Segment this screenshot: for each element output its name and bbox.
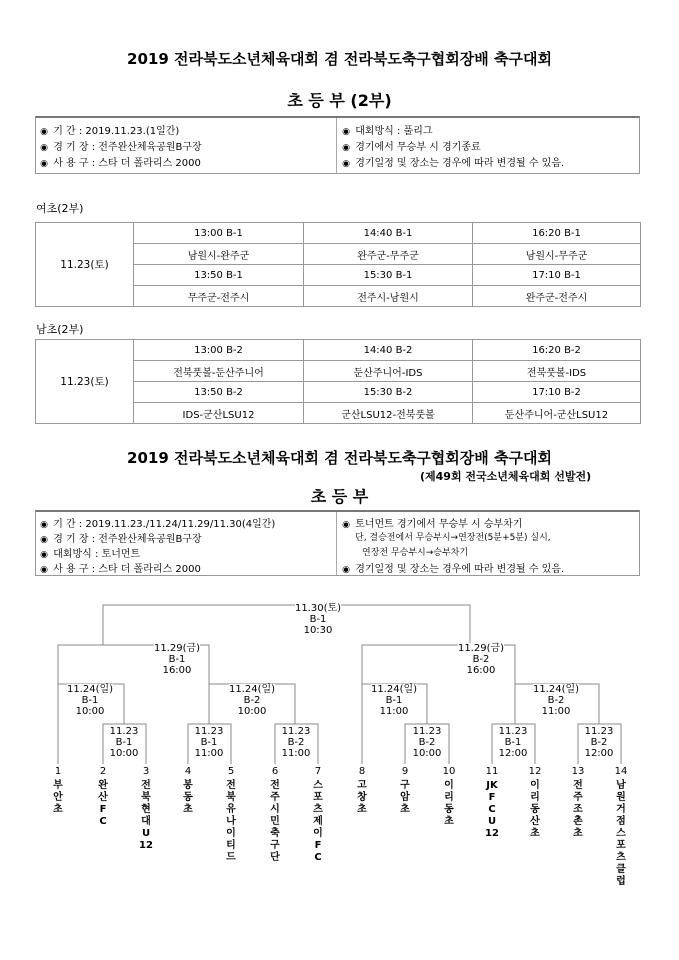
- section2-subtitle: 초 등 부: [310, 487, 369, 506]
- section2-title: 2019 전라북도소년체육대회 겸 전라북도축구협회장배 축구대회: [127, 449, 552, 467]
- girls-section-label: 여초(2부): [36, 202, 84, 215]
- r1d-match-label: 11.23 B-2 10:00: [412, 726, 442, 759]
- table-cell: 13:50 B-2: [134, 382, 304, 403]
- r1c-match-label: 11.23 B-2 11:00: [281, 726, 311, 759]
- team-12: 12 이리동산초: [528, 766, 542, 839]
- info-draw-rule: ◉ 경기에서 무승부 시 경기종료: [340, 138, 481, 153]
- table-cell: 13:50 B-1: [134, 265, 304, 286]
- semi-left-match-label: 11.29(금) B-1 16:00: [153, 643, 201, 676]
- bullet-icon: ◉: [342, 127, 350, 137]
- team-1: 1 부안초: [53, 766, 63, 815]
- r1b-match-label: 11.23 B-1 11:00: [194, 726, 224, 759]
- qf2-match-label: 11.24(일) B-2 10:00: [228, 684, 276, 717]
- table-cell: 둔산주니어-IDS: [304, 361, 473, 382]
- semi-right-match-label: 11.29(금) B-2 16:00: [457, 643, 505, 676]
- table-cell: 전주시-남원시: [304, 286, 473, 307]
- section1-title: 2019 전라북도소년체육대회 겸 전라북도축구협회장배 축구대회: [127, 50, 552, 68]
- team-5: 5 전북유나이티드: [226, 766, 236, 863]
- team-6: 6 전주시민축구단: [270, 766, 280, 863]
- team-10: 10 이리동초: [442, 766, 456, 827]
- team-14: 14 남원거점스포츠클럽: [614, 766, 628, 887]
- qf4-match-label: 11.24(일) B-2 11:00: [532, 684, 580, 717]
- info-period: ◉ 기 간 : 2019.11.23./11.24/11.29/11.30(4일간): [38, 515, 275, 530]
- info-draw-rule: ◉ 토너먼트 경기에서 무승부 시 승부차기: [340, 515, 522, 530]
- team-11: 11 JKFCU12: [485, 766, 499, 839]
- table-cell: 13:00 B-1: [134, 223, 304, 244]
- table-cell: 15:30 B-1: [304, 265, 473, 286]
- bullet-icon: ◉: [40, 535, 48, 545]
- info-ball: ◉ 사 용 구 : 스타 더 폴라리스 2000: [38, 560, 201, 575]
- table-cell: 17:10 B-1: [473, 265, 641, 286]
- bullet-icon: ◉: [40, 550, 48, 560]
- girls-date-cell: 11.23(토): [36, 223, 134, 307]
- bullet-icon: ◉: [342, 520, 350, 530]
- bullet-icon: ◉: [342, 143, 350, 153]
- boys-section-label: 남초(2부): [36, 323, 84, 336]
- table-cell: 15:30 B-2: [304, 382, 473, 403]
- qf1-match-label: 11.24(일) B-1 10:00: [66, 684, 114, 717]
- team-3: 3 전북현대U12: [139, 766, 153, 851]
- info-format: ◉ 대회방식 : 풀리그: [340, 122, 433, 137]
- team-2: 2 완산FC: [98, 766, 108, 827]
- table-cell: 14:40 B-1: [304, 223, 473, 244]
- info-period: ◉ 기 간 : 2019.11.23.(1일간): [38, 122, 179, 137]
- final-match-label: 11.30(토) B-1 10:30: [294, 603, 342, 636]
- bullet-icon: ◉: [40, 520, 48, 530]
- table-cell: 14:40 B-2: [304, 340, 473, 361]
- info-change-note: ◉ 경기일정 및 장소는 경우에 따라 변경될 수 있음.: [340, 154, 564, 169]
- table-cell: IDS-군산LSU12: [134, 403, 304, 424]
- table-cell: 전북풋볼-둔산주니어: [134, 361, 304, 382]
- team-9: 9 구암초: [400, 766, 410, 815]
- section2-note: (제49회 전국소년체육대회 선발전): [420, 470, 592, 483]
- table-cell: 둔산주니어-군산LSU12: [473, 403, 641, 424]
- info-change-note: ◉ 경기일정 및 장소는 경우에 따라 변경될 수 있음.: [340, 560, 564, 575]
- bullet-icon: ◉: [342, 159, 350, 169]
- table-cell: 완주군-무주군: [304, 244, 473, 265]
- info-venue: ◉ 경 기 장 : 전주완산체육공원B구장: [38, 530, 202, 545]
- table-cell: 무주군-전주시: [134, 286, 304, 307]
- team-4: 4 봉동초: [183, 766, 193, 815]
- info-format: ◉ 대회방식 : 토너먼트: [38, 545, 140, 560]
- table-cell: 남원시-완주군: [134, 244, 304, 265]
- info-extra-time-rule: 연장전 무승부시→승부차기: [362, 548, 469, 558]
- section1-subtitle: 초 등 부 (2부): [287, 91, 392, 110]
- bullet-icon: ◉: [342, 565, 350, 575]
- info-ball: ◉ 사 용 구 : 스타 더 폴라리스 2000: [38, 154, 201, 169]
- info-venue: ◉ 경 기 장 : 전주완산체육공원B구장: [38, 138, 202, 153]
- bracket-line-final: [103, 605, 470, 645]
- table-cell: 남원시-무주군: [473, 244, 641, 265]
- r1e-match-label: 11.23 B-1 12:00: [498, 726, 528, 759]
- bullet-icon: ◉: [40, 565, 48, 575]
- bullet-icon: ◉: [40, 159, 48, 169]
- team-8: 8 고창초: [357, 766, 367, 815]
- team-7: 7 스포츠제이FC: [313, 766, 323, 863]
- table-cell: 16:20 B-1: [473, 223, 641, 244]
- r1a-match-label: 11.23 B-1 10:00: [109, 726, 139, 759]
- boys-date-cell: 11.23(토): [36, 340, 134, 424]
- table-cell: 전북풋볼-IDS: [473, 361, 641, 382]
- r1f-match-label: 11.23 B-2 12:00: [584, 726, 614, 759]
- table-cell: 13:00 B-2: [134, 340, 304, 361]
- table-cell: 군산LSU12-전북풋볼: [304, 403, 473, 424]
- team-13: 13 전주조촌초: [571, 766, 585, 839]
- bullet-icon: ◉: [40, 127, 48, 137]
- table-cell: 17:10 B-2: [473, 382, 641, 403]
- bullet-icon: ◉: [40, 143, 48, 153]
- info-final-rule: 단, 결승전에서 무승부시→연장전(5분+5분) 실시,: [355, 533, 551, 543]
- table-cell: 16:20 B-2: [473, 340, 641, 361]
- qf3-match-label: 11.24(일) B-1 11:00: [370, 684, 418, 717]
- table-cell: 완주군-전주시: [473, 286, 641, 307]
